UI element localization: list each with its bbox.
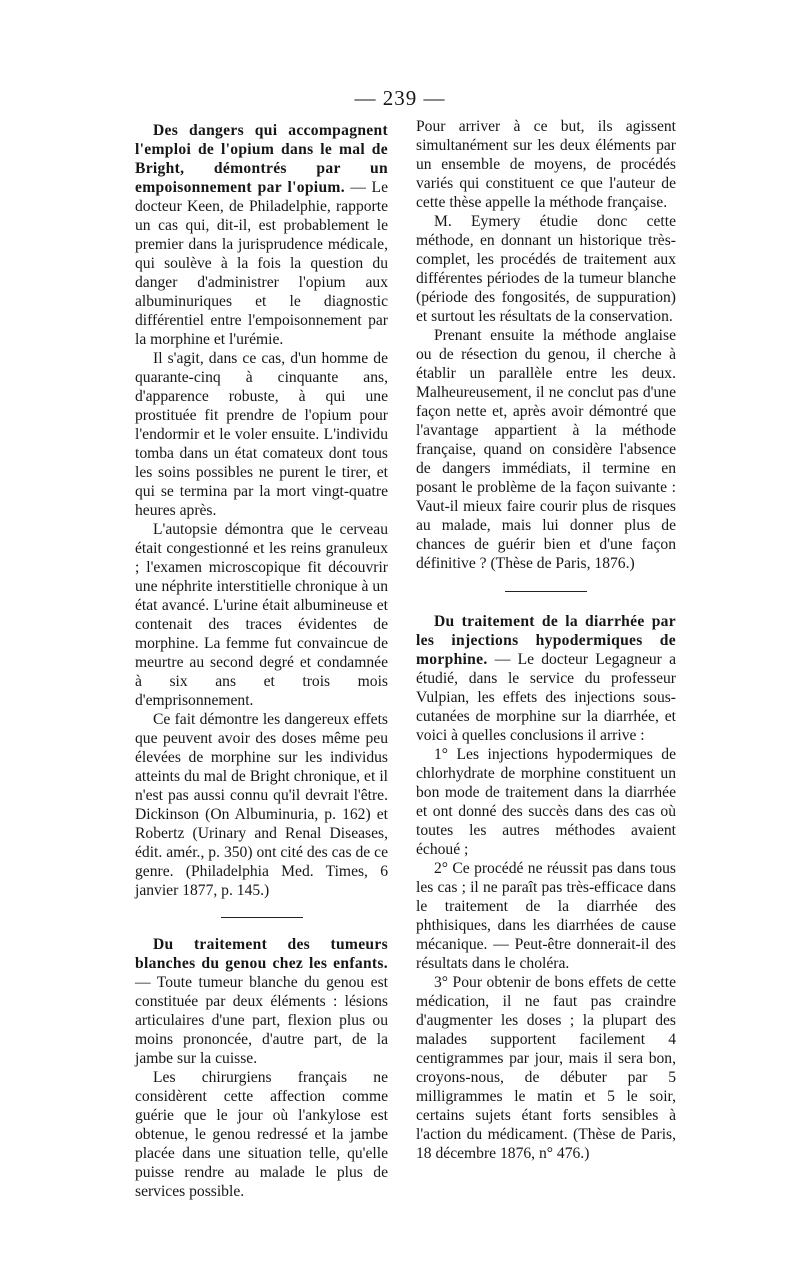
paragraph-continuation: Pour arriver à ce but, ils agissent simultanément sur les deux éléments par un ensemble de moyens, de procédés variés qui constituent ce que l'auteur de cette thèse appelle la méthode française. xyxy=(416,118,676,211)
paragraph: Il s'agit, dans ce cas, d'un homme de quarante-cinq à cinquante ans, d'apparence robuste, à qui une prostituée fit prendre de l'opium pour l'endormir et le voler ensuite. L'individu tomba dans un état comateux dont tous les soins possibles ne purent le tirer, et qui se termina par la mort vingt-quatre heures après. xyxy=(135,350,388,519)
paragraph: 3° Pour obtenir de bons effets de cette médication, il ne faut pas craindre d'augmenter les doses ; la plupart des malades supportent facilement 4 centigrammes par jour, mais il sera bon, croyons-nous, de débuter par 5 milligrammes le matin et 5 le soir, certains sujets étant forts sensibles à l'action du médicament. (Thèse de Paris, 18 décembre 1876, n° 476.) xyxy=(416,974,676,1162)
article-opium-bright-intro xyxy=(135,121,388,349)
article-diarrhee-intro xyxy=(416,612,676,745)
article-body-start: — Toute tumeur blanche du genou est constituée par deux éléments : lésions articulaires d'une part, flexion plus ou moins prononcée, d'autre part, de la jambe sur la cuisse. xyxy=(135,974,388,1067)
article-tumeurs-blanches-intro xyxy=(135,935,388,1068)
left-column xyxy=(135,121,388,1201)
paragraph: Les chirurgiens français ne considèrent cette affection comme guérie que le jour où l'ankylose est obtenue, le genou redressé et la jambe placée dans une situation telle, qu'elle puisse rendre au malade le plus de services possible. xyxy=(135,1069,388,1200)
paragraph: Prenant ensuite la méthode anglaise ou de résection du genou, il cherche à établir un parallèle entre les deux. Malheureusement, il ne conclut pas d'une façon nette et, après avoir démontré que l'avantage appartient à la méthode française, quand on considère l'absence de dangers immédiats, il termine en posant le problème de la façon suivante : Vaut-il mieux faire courir plus de risques au malade, mais lui donner plus de chances de guérir bien et d'une façon définitive ? (Thèse de Paris, 1876.) xyxy=(416,327,676,572)
article-heading-opium-bright: Des dangers qui accompagnent l'emploi de l'opium dans le mal de Bright, démontrés par un empoisonnement par l'opium. xyxy=(135,122,388,196)
paragraph: Ce fait démontre les dangereux effets que peuvent avoir des doses même peu élevées de morphine sur les individus atteints du mal de Bright chronique, et il n'est pas aussi connu qu'il devrait l'être. Dickinson (On Albuminuria, p. 162) et Robertz (Urinary and Renal Diseases, édit. amér., p. 350) ont cité des cas de ce genre. (Philadelphia Med. Times, 6 janvier 1877, p. 145.) xyxy=(135,711,388,899)
right-column xyxy=(416,117,676,1163)
article-body-start: — Le docteur Keen, de Philadelphie, rapporte un cas qui, dit-il, est probablement le premier dans la jurisprudence médicale, qui soulève à la fois la question du danger d'administrer l'opium aux albuminuriques et le diagnostic différentiel entre l'empoisonnement par la morphine et l'urémie. xyxy=(135,179,388,348)
section-divider xyxy=(221,917,303,918)
paragraph: L'autopsie démontra que le cerveau était congestionné et les reins granuleux ; l'examen microscopique fit découvrir une néphrite interstitielle chronique à un état avancé. L'urine était albumineuse et contenait des traces évidentes de morphine. La femme fut convaincue de meurtre au second degré et condamnée à six ans et trois mois d'emprisonnement. xyxy=(135,521,388,709)
article-heading-diarrhee: Du traitement de la diarrhée par les injections hypodermiques de morphine. xyxy=(416,613,676,668)
article-heading-tumeurs-blanches: Du traitement des tumeurs blanches du genou chez les enfants. xyxy=(135,936,388,972)
page-number: — 239 — xyxy=(354,86,446,110)
section-divider xyxy=(505,591,587,592)
paragraph: M. Eymery étudie donc cette méthode, en donnant un historique très-complet, les procédés de traitement aux différentes périodes de la tumeur blanche (période des fongosités, de suppuration) et surtout les résultats de la conservation. xyxy=(416,213,676,325)
paragraph: 2° Ce procédé ne réussit pas dans tous les cas ; il ne paraît pas très-efficace dans le traitement de la diarrhée des phthisiques, dans les diarrhées de cause mécanique. — Peut-être donnerait-il des résultats dans le choléra. xyxy=(416,860,676,972)
paragraph: 1° Les injections hypodermiques de chlorhydrate de morphine constituent un bon mode de traitement dans la diarrhée et ont donné des succès dans des cas où toutes les autres méthodes avaient échoué ; xyxy=(416,746,676,858)
article-body-start: — Le docteur Legagneur a étudié, dans le service du professeur Vulpian, les effets des injections sous-cutanées de morphine sur la diarrhée, et voici à quelles conclusions il arrive : xyxy=(416,651,676,744)
